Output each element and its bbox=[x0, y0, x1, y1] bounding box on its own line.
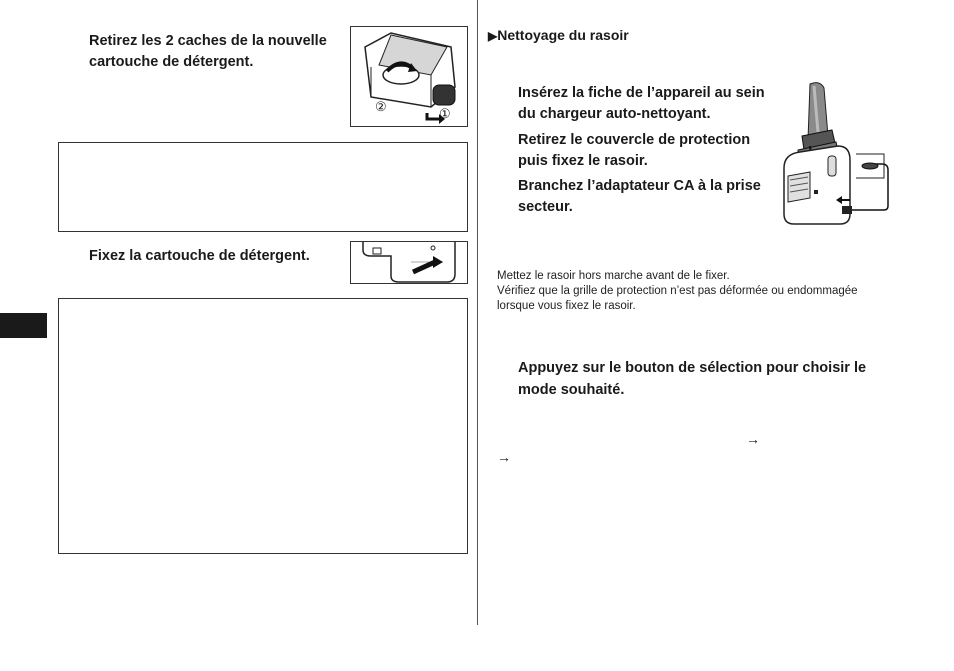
note-box-1 bbox=[58, 142, 468, 232]
step1-line-2: cartouche de détergent. bbox=[89, 54, 254, 70]
sequence-arrow-2: → bbox=[497, 449, 511, 465]
cleaning-step-3-line-2: secteur. bbox=[518, 199, 573, 215]
section-marker-icon: ▶ bbox=[488, 29, 498, 43]
note-line-2: Vérifiez que la grille de protection n’est pas déformée ou endommagée bbox=[497, 285, 858, 297]
cleaning-step-3-line-1: Branchez l’adaptateur CA à la prise bbox=[518, 178, 761, 194]
notes-block bbox=[497, 269, 907, 314]
note-box-2 bbox=[58, 298, 468, 554]
section-title: Nettoyage du rasoir bbox=[497, 27, 629, 43]
cleaning-step-1-line-2: du chargeur auto-nettoyant. bbox=[518, 106, 711, 122]
cartridge-fit-drawing bbox=[351, 242, 467, 283]
step1-line-1: Retirez les 2 caches de la nouvelle bbox=[89, 33, 327, 49]
cleaning-step-3 bbox=[518, 176, 778, 218]
section-header bbox=[488, 25, 629, 46]
cleaning-step-1 bbox=[518, 83, 778, 125]
cartridge-fit-illustration bbox=[350, 241, 468, 284]
section-side-tab bbox=[0, 313, 47, 338]
note-line-3: lorsque vous fixez le rasoir. bbox=[497, 300, 636, 312]
mark-2: ② bbox=[375, 99, 387, 114]
cleaning-station-illustration bbox=[780, 80, 892, 232]
cleaning-step-2-line-2: puis fixez le rasoir. bbox=[518, 153, 648, 169]
column-divider bbox=[477, 0, 478, 625]
cleaning-step-2 bbox=[518, 130, 778, 172]
step1-instruction bbox=[89, 31, 349, 73]
sequence-arrow-1: → bbox=[746, 431, 760, 447]
mode-step-line-2: mode souhaité. bbox=[518, 382, 625, 398]
mode-selection-step bbox=[518, 357, 898, 401]
cartridge-caps-illustration bbox=[350, 26, 468, 127]
mark-1: ① bbox=[439, 106, 451, 121]
charger-shaver-drawing bbox=[780, 80, 892, 232]
cleaning-step-2-line-1: Retirez le couvercle de protection bbox=[518, 132, 751, 148]
step2-instruction: Fixez la cartouche de détergent. bbox=[89, 248, 310, 264]
cleaning-step-1-line-1: Insérez la fiche de l’appareil au sein bbox=[518, 85, 765, 101]
note-line-1: Mettez le rasoir hors marche avant de le fixer. bbox=[497, 270, 730, 282]
mode-step-line-1: Appuyez sur le bouton de sélection pour choisir le bbox=[518, 360, 867, 376]
